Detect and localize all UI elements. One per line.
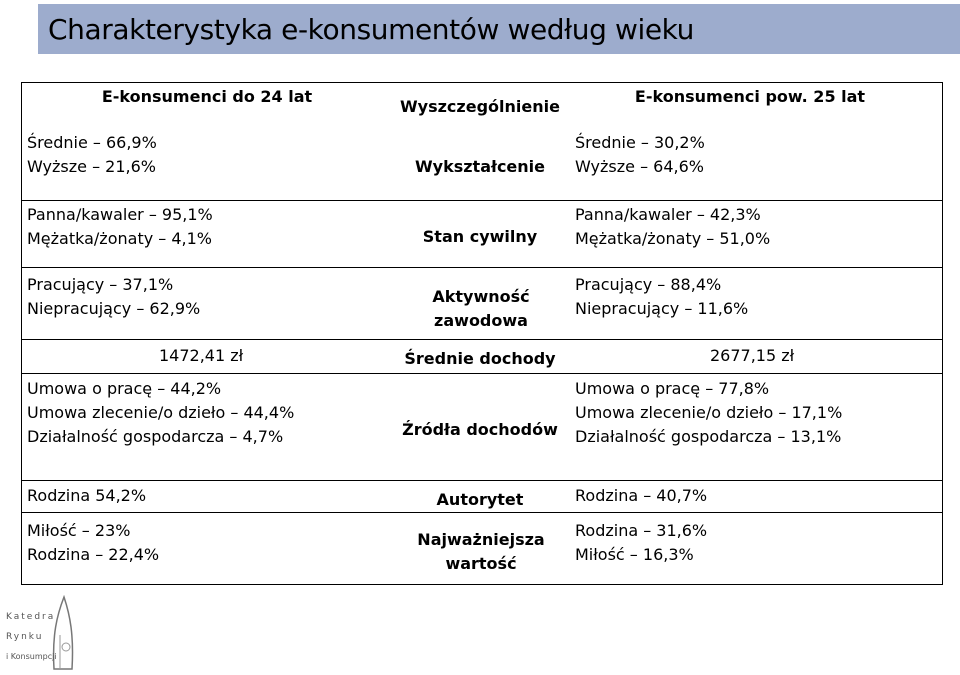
row-sources-left: Umowa o pracę – 44,2% Umowa zlecenie/o dzieło – 44,4% Działalność gospodarcza – 4,7%	[27, 379, 295, 446]
row-income-left: 1472,41 zł	[159, 346, 244, 365]
comparison-table	[21, 82, 943, 585]
row-education-left: Średnie – 66,9% Wyższe – 21,6%	[27, 133, 157, 176]
logo-text-line2: Rynku	[6, 632, 44, 642]
row-marital-right: Panna/kawaler – 42,3% Mężatka/żonaty – 51,0%	[575, 205, 771, 248]
row-education-label: Wykształcenie	[415, 157, 545, 176]
row-income-right: 2677,15 zł	[710, 346, 795, 365]
row-marital-label: Stan cywilny	[422, 227, 538, 246]
row-authority-right: Rodzina – 40,7%	[575, 486, 708, 505]
row-divider	[22, 480, 942, 481]
row-activity-right: Pracujący – 88,4% Niepracujący – 11,6%	[575, 275, 749, 318]
title-bar	[38, 4, 960, 54]
row-divider	[22, 373, 942, 374]
header-mid: Wyszczególnienie	[400, 97, 560, 116]
row-values-label: Najważniejsza wartość	[417, 530, 545, 573]
row-authority-left: Rodzina 54,2%	[27, 486, 147, 505]
row-marital-left: Panna/kawaler – 95,1% Mężatka/żonaty – 4,1%	[27, 205, 213, 248]
row-divider	[22, 339, 942, 340]
slide-title: Charakterystyka e-konsumentów według wieku	[48, 13, 694, 46]
row-divider	[22, 512, 942, 513]
row-values-right: Rodzina – 31,6% Miłość – 16,3%	[575, 521, 708, 564]
department-logo	[2, 595, 82, 673]
row-sources-right: Umowa o pracę – 77,8% Umowa zlecenie/o dzieło – 17,1% Działalność gospodarcza – 13,1%	[575, 379, 843, 446]
header-right: E-konsumenci pow. 25 lat	[634, 87, 866, 106]
row-sources-label: Źródła dochodów	[402, 420, 558, 439]
row-divider	[22, 200, 942, 201]
row-activity-left: Pracujący – 37,1% Niepracujący – 62,9%	[27, 275, 201, 318]
row-income-label: Średnie dochody	[404, 349, 556, 368]
row-activity-label: Aktywność zawodowa	[432, 287, 530, 330]
row-education-right: Średnie – 30,2% Wyższe – 64,6%	[575, 133, 705, 176]
row-divider	[22, 267, 942, 268]
logo-text-line1: Katedra	[6, 612, 56, 622]
row-authority-label: Autorytet	[436, 490, 524, 509]
row-values-left: Miłość – 23% Rodzina – 22,4%	[27, 521, 160, 564]
header-left: E-konsumenci do 24 lat	[101, 87, 313, 106]
logo-text-line3: i Konsumpcji	[6, 652, 57, 661]
